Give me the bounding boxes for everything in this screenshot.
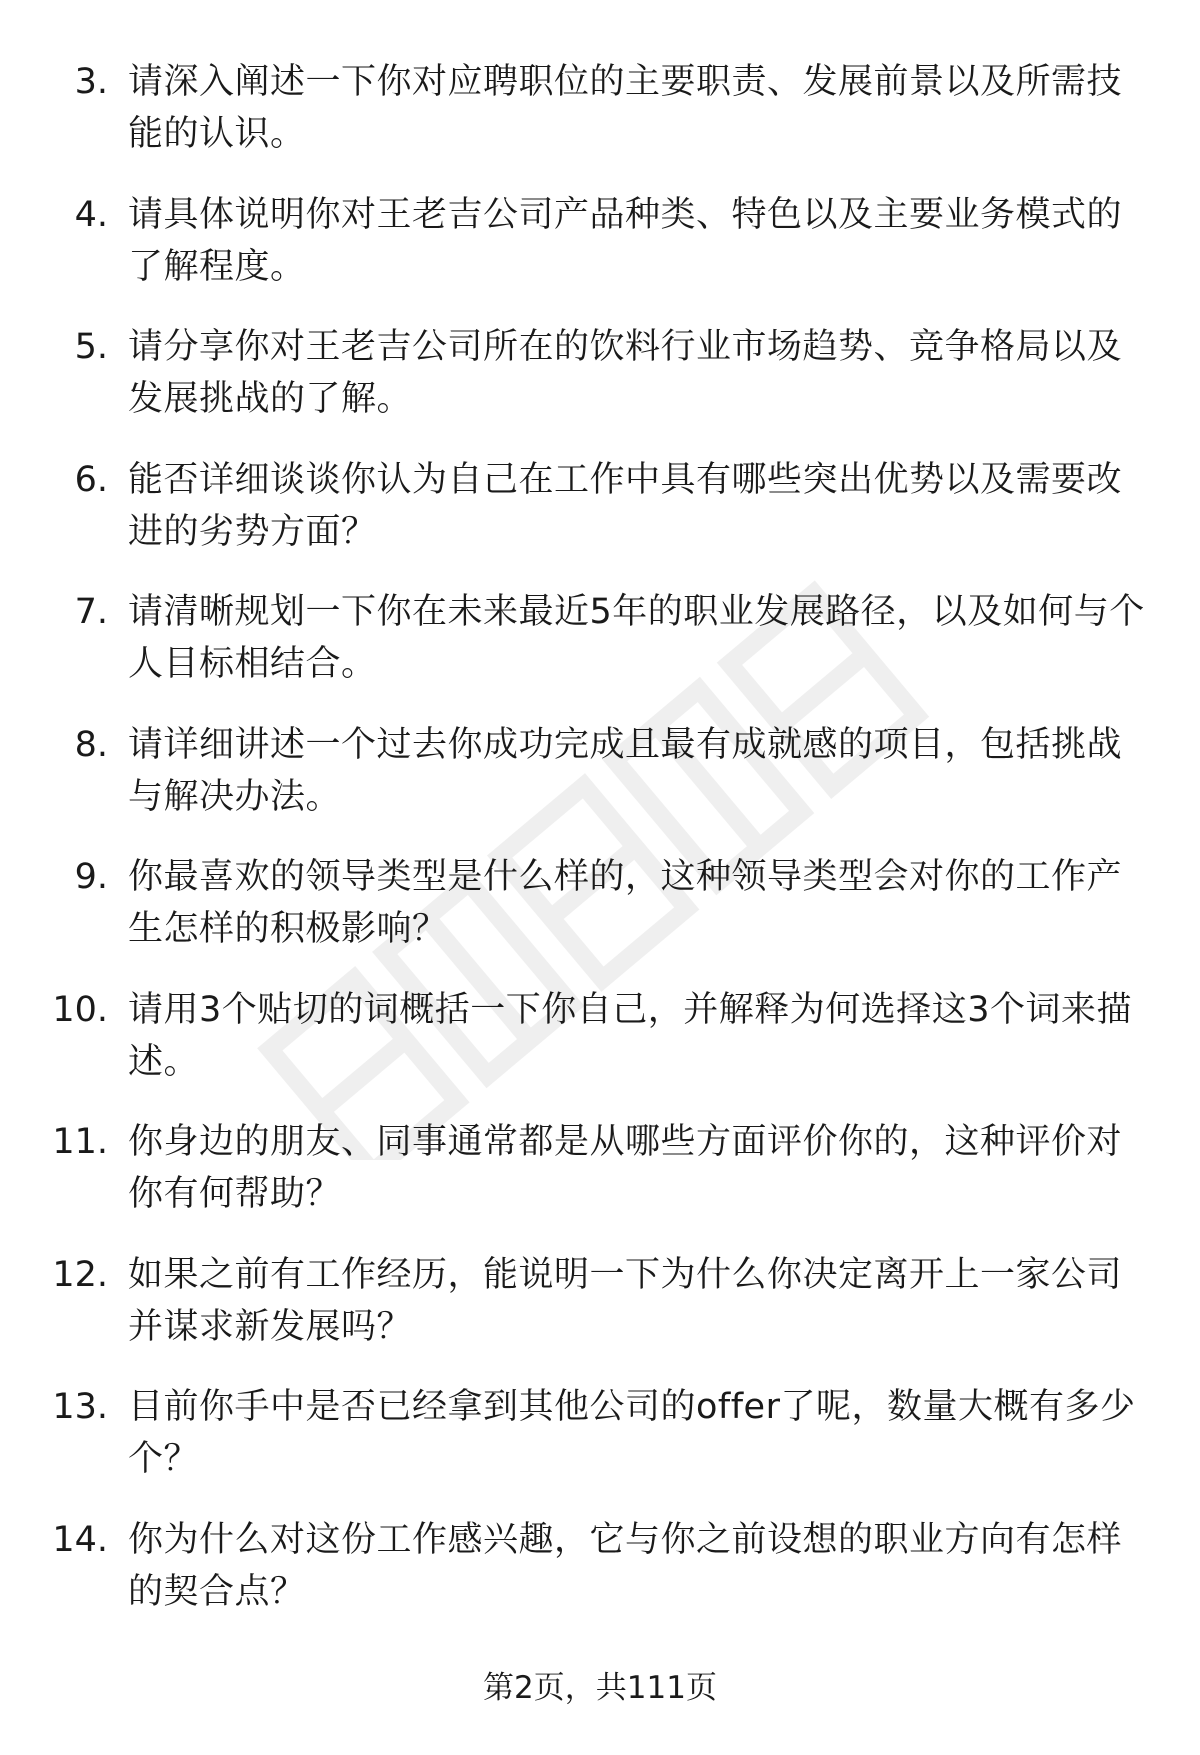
question-text: 请用3个贴切的词概括一下你自己，并解释为何选择这3个词来描述。: [128, 989, 1133, 1082]
question-text: 你为什么对这份工作感兴趣，它与你之前设想的职业方向有怎样的契合点？: [128, 1519, 1123, 1612]
question-list: [0, 56, 1200, 1646]
question-number: 6.: [74, 459, 108, 500]
question-text: 请深入阐述一下你对应聘职位的主要职责、发展前景以及所需技能的认识。: [128, 62, 1123, 154]
question-item: [0, 454, 1200, 587]
question-text: 如果之前有工作经历，能说明一下为什么你决定离开上一家公司并谋求新发展吗？: [128, 1254, 1123, 1347]
question-text: 请分享你对王老吉公司所在的饮料行业市场趋势、竞争格局以及发展挑战的了解。: [128, 327, 1123, 419]
question-number: 14.: [52, 1519, 108, 1560]
question-item: [0, 1249, 1200, 1382]
question-item: [0, 984, 1200, 1117]
question-number: 8.: [74, 724, 108, 765]
question-item: [0, 321, 1200, 454]
question-number: 4.: [74, 194, 108, 235]
question-text: 请详细讲述一个过去你成功完成且最有成就感的项目，包括挑战与解决办法。: [128, 724, 1123, 817]
question-text: 你身边的朋友、同事通常都是从哪些方面评价你的，这种评价对你有何帮助？: [128, 1122, 1123, 1214]
question-number: 11.: [52, 1122, 108, 1162]
question-item: [0, 586, 1200, 719]
question-item: [0, 1116, 1200, 1249]
question-number: 10.: [52, 989, 108, 1030]
question-text: 请具体说明你对王老吉公司产品种类、特色以及主要业务模式的了解程度。: [128, 194, 1123, 287]
question-number: 12.: [52, 1254, 108, 1295]
question-number: 3.: [74, 62, 108, 102]
question-number: 7.: [74, 592, 108, 632]
question-item: [0, 851, 1200, 984]
question-item: [0, 719, 1200, 852]
question-item: [0, 56, 1200, 189]
question-number: 5.: [74, 327, 108, 367]
question-item: [0, 189, 1200, 322]
question-item: [0, 1514, 1200, 1647]
question-text: 请清晰规划一下你在未来最近5年的职业发展路径，以及如何与个人目标相结合。: [128, 592, 1145, 684]
question-number: 13.: [52, 1387, 108, 1427]
question-text: 目前你手中是否已经拿到其他公司的offer了呢，数量大概有多少个？: [128, 1387, 1136, 1479]
question-text: 能否详细谈谈你认为自己在工作中具有哪些突出优势以及需要改进的劣势方面？: [128, 459, 1123, 552]
question-number: 9.: [74, 857, 108, 897]
question-item: [0, 1381, 1200, 1514]
question-text: 你最喜欢的领导类型是什么样的，这种领导类型会对你的工作产生怎样的积极影响？: [128, 857, 1123, 949]
page-number-footer: 第2页，共111页: [483, 1670, 717, 1706]
